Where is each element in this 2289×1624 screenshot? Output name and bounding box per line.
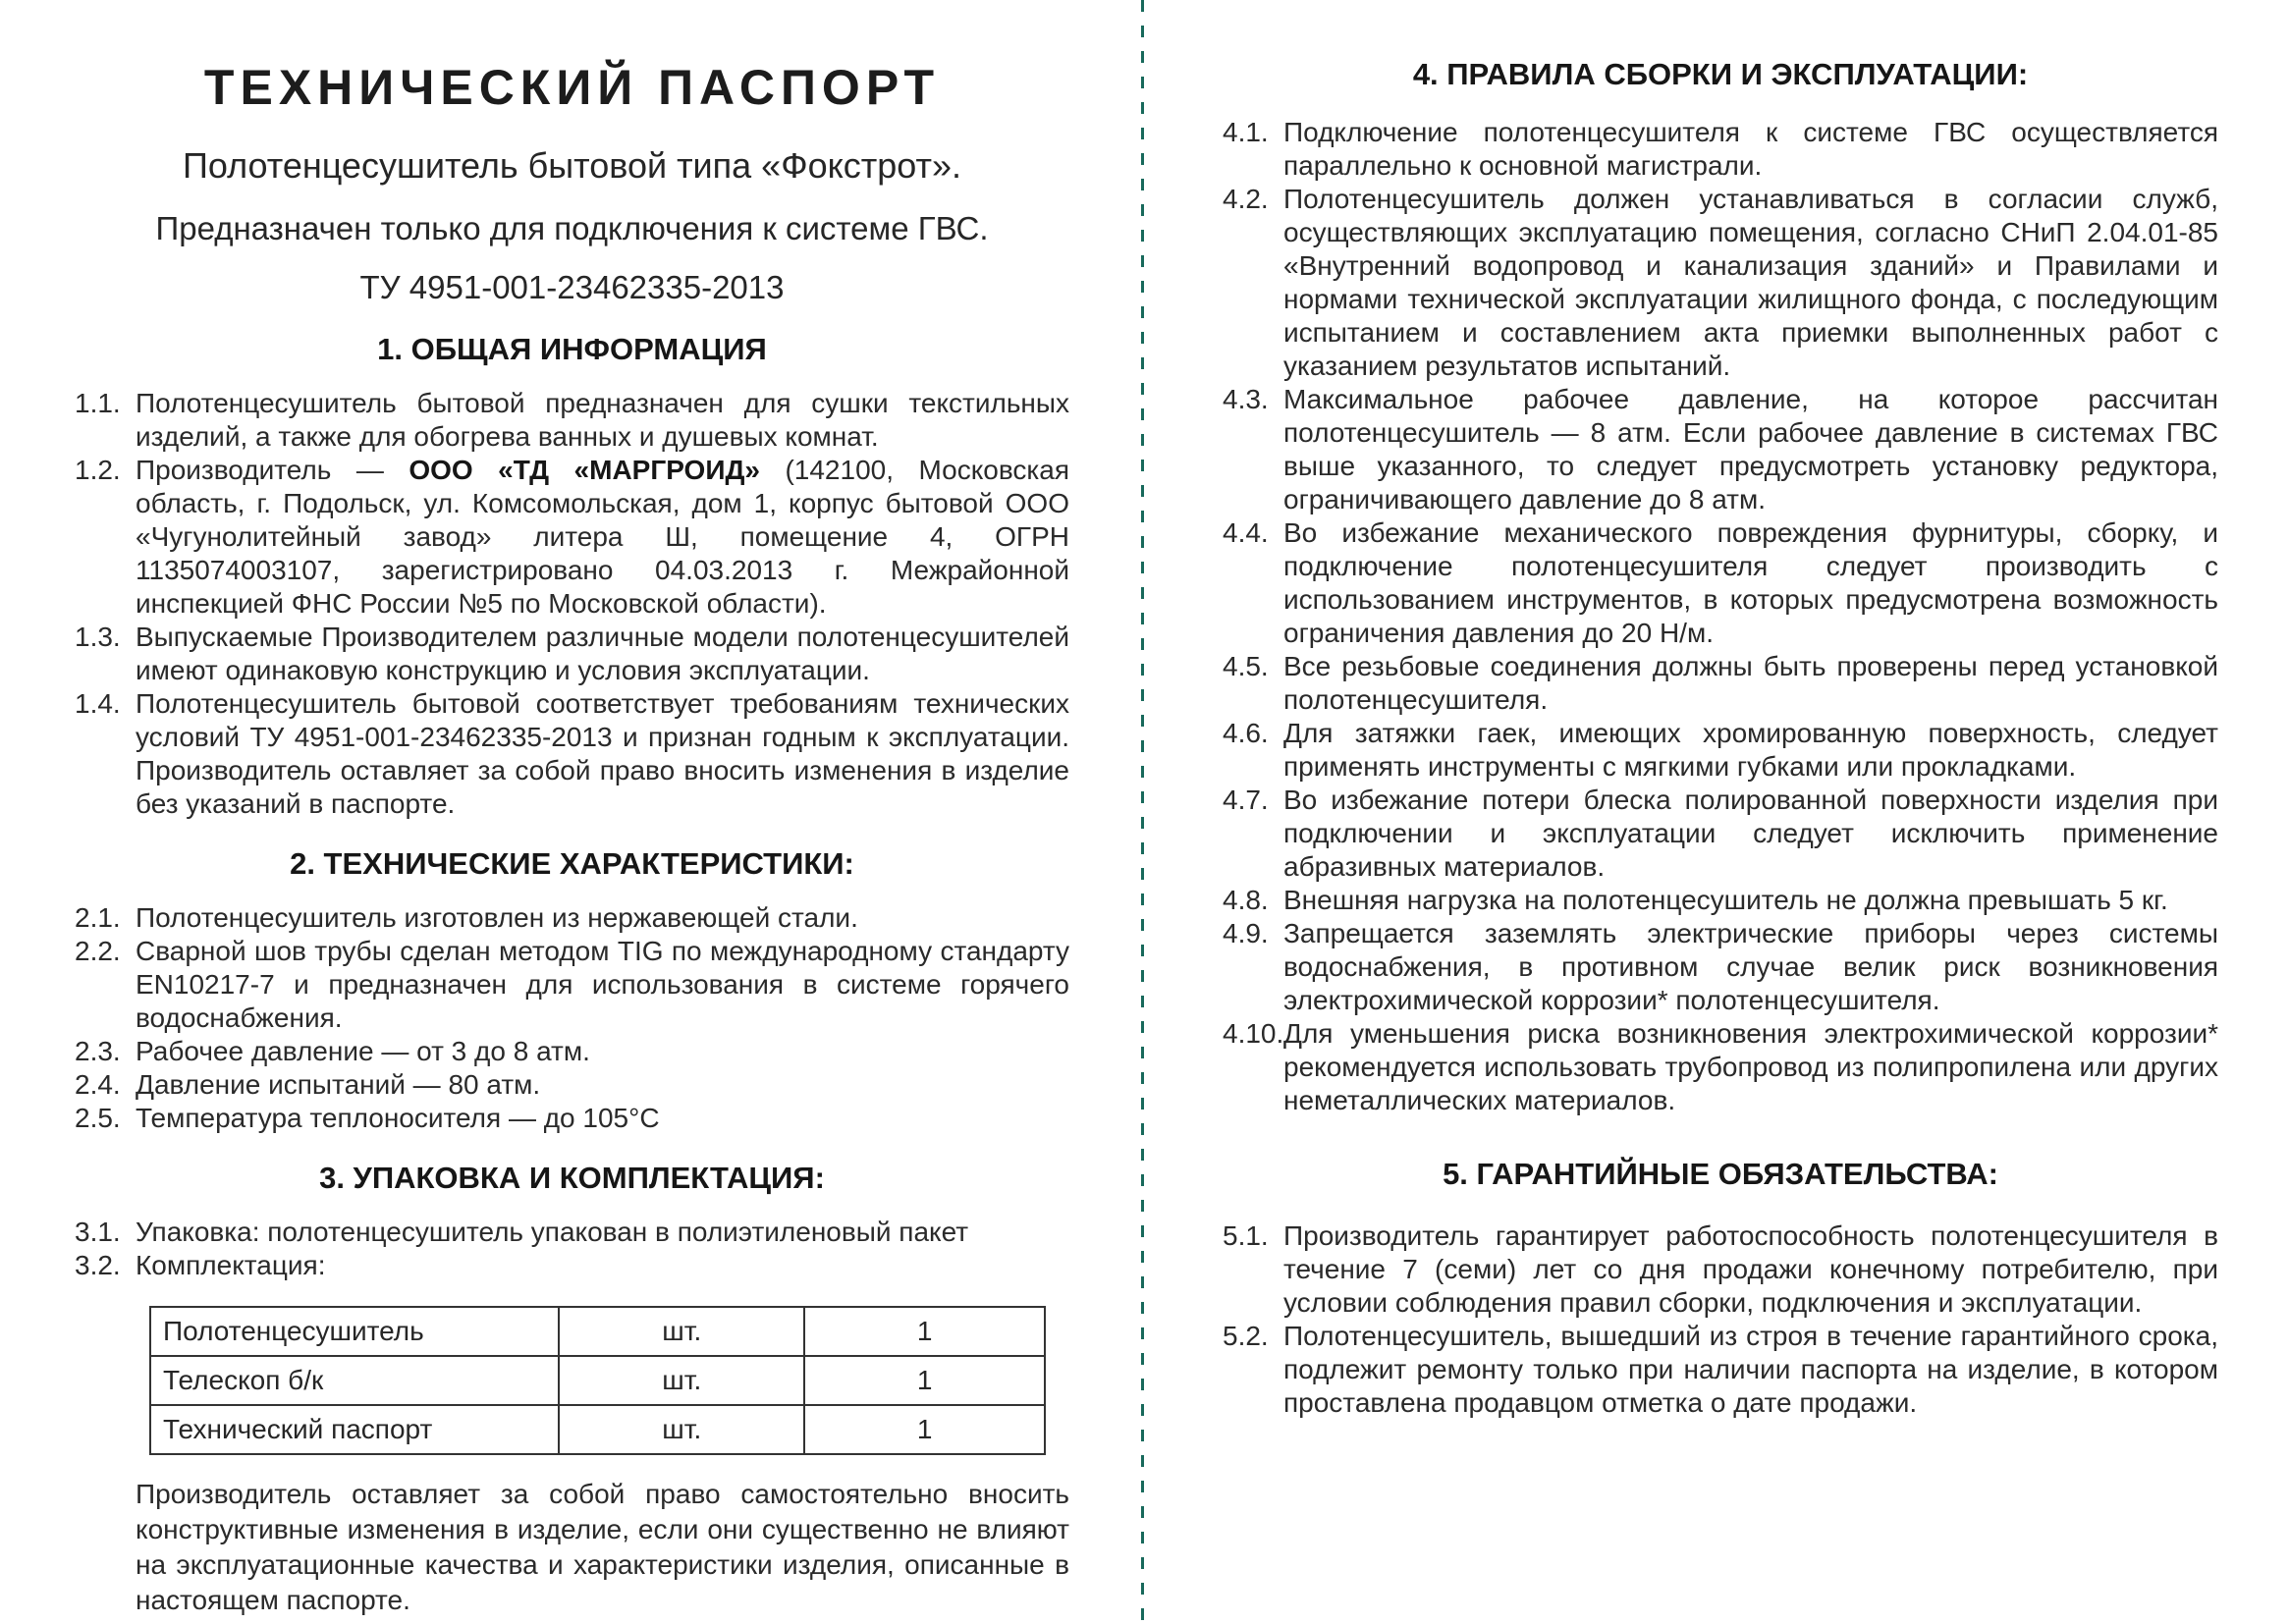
manufacturer-details: (142100, Московская область, г. Подольск, ул. Комсомольская, дом 1, корпус бытовой ООО «Чугунолитейный завод» литера Ш, помещение 4, ОГРН 1135074003107, зарегистрировано 04.03.2013 г. Межрайонной инспекцией ФНС России №5 по Московской области). xyxy=(136,455,1069,619)
list-item-4-6 xyxy=(1223,717,2218,784)
item-number: 1.1. xyxy=(75,388,121,418)
item-text: Во избежание потери блеска полированной поверхности изделия при подключении и эксплуатации следует исключить применение абразивных материалов. xyxy=(1283,785,2218,882)
list-item-1-3 xyxy=(75,621,1069,687)
list-item-5-1 xyxy=(1223,1219,2218,1320)
item-text: Для уменьшения риска возникновения электрохимической коррозии* рекомендуется использовать трубопровод из полипропилена или других неметаллических материалов. xyxy=(1283,1018,2218,1115)
section-4-title: 4. ПРАВИЛА СБОРКИ И ЭКСПЛУАТАЦИИ: xyxy=(1412,57,2029,91)
list-item-2-3 xyxy=(75,1035,1069,1068)
list-item-4-4 xyxy=(1223,516,2218,650)
table-cell-qty: 1 xyxy=(804,1307,1045,1356)
item-text: Давление испытаний — 80 атм. xyxy=(136,1069,541,1100)
item-text: Комплектация: xyxy=(136,1250,326,1280)
item-number: 4.10. xyxy=(1223,1018,1284,1049)
item-text: Производитель гарантирует работоспособность полотенцесушителя в течение 7 (семи) лет со дня продажи конечному потребителю, при условии соблюдения правил сборки, подключения и эксплуатации. xyxy=(1283,1220,2218,1318)
item-text: Полотенцесушитель бытовой соответствует требованиям технических условий ТУ 4951-001-23462335-2013 и признан годным к эксплуатации. Производитель оставляет за собой право вносить изменения в изделие без указаний в паспорте. xyxy=(136,688,1069,819)
item-number: 4.4. xyxy=(1223,517,1269,548)
item-number: 4.7. xyxy=(1223,785,1269,815)
table-cell-item: Телескоп б/к xyxy=(150,1356,559,1405)
item-text: Подключение полотенцесушителя к системе ГВС осуществляется параллельно к основной магистрали. xyxy=(1283,117,2218,181)
table-row xyxy=(150,1356,1045,1405)
item-text: Полотенцесушитель должен устанавливаться в согласии служб, осуществляющих эксплуатацию помещения, согласно СНиП 2.04.01-85 «Внутренний водопровод и канализация зданий» и Правилами и нормами технической эксплуатации жилищного фонда, с последующим испытанием и составлением акта приемки выполненных работ с указанием результатов испытаний. xyxy=(1283,184,2218,381)
item-text: Полотенцесушитель бытовой предназначен для сушки текстильных изделий, а также для обогрева ванных и душевых комнат. xyxy=(136,388,1069,452)
item-number: 3.1. xyxy=(75,1217,121,1247)
list-item-4-3 xyxy=(1223,383,2218,516)
document-subtitle: Полотенцесушитель бытовой типа «Фокстрот». xyxy=(182,145,962,186)
section-2-title: 2. ТЕХНИЧЕСКИЕ ХАРАКТЕРИСТИКИ: xyxy=(290,846,854,881)
table-row xyxy=(150,1405,1045,1454)
table-cell-unit: шт. xyxy=(559,1307,804,1356)
list-item-4-10 xyxy=(1223,1017,2218,1117)
item-text: Рабочее давление — от 3 до 8 атм. xyxy=(136,1036,590,1066)
list-item-2-2 xyxy=(75,935,1069,1035)
section-1-title: 1. ОБЩАЯ ИНФОРМАЦИЯ xyxy=(377,332,767,366)
list-item-2-4 xyxy=(75,1068,1069,1102)
item-number: 3.2. xyxy=(75,1250,121,1280)
item-text: Во избежание механического повреждения фурнитуры, сборку, и подключение полотенцесушителя следует производить с использованием инструментов, в которых предусмотрена возможность ограничения давления до 20 Н/м. xyxy=(1283,517,2218,648)
item-number: 2.1. xyxy=(75,902,121,933)
item-number: 4.6. xyxy=(1223,718,1269,748)
table-cell-unit: шт. xyxy=(559,1356,804,1405)
page-fold-dashed-divider xyxy=(1141,0,1144,1624)
table-cell-item: Полотенцесушитель xyxy=(150,1307,559,1356)
item-number: 5.2. xyxy=(1223,1321,1269,1351)
manufacturer-note: Производитель оставляет за собой право самостоятельно вносить конструктивные изменения в изделие, если они существенно не влияют на эксплуатационные качества и характеристики изделия, описанные в настоящем паспорте. xyxy=(136,1479,1069,1615)
item-number: 4.2. xyxy=(1223,184,1269,214)
table-cell-qty: 1 xyxy=(804,1405,1045,1454)
item-text: Для затяжки гаек, имеющих хромированную поверхность, следует применять инструменты с мягкими губками или прокладками. xyxy=(1283,718,2218,782)
item-number: 4.3. xyxy=(1223,384,1269,414)
item-text: Полотенцесушитель изготовлен из нержавеющей стали. xyxy=(136,902,858,933)
item-number: 4.9. xyxy=(1223,918,1269,948)
document-purpose: Предназначен только для подключения к системе ГВС. xyxy=(155,210,989,246)
list-item-4-5 xyxy=(1223,650,2218,717)
list-item-4-7 xyxy=(1223,784,2218,884)
item-number: 2.2. xyxy=(75,936,121,966)
item-text: Максимальное рабочее давление, на которое рассчитан полотенцесушитель — 8 атм. Если рабочее давление в системах ГВС выше указанного, то следует предусмотреть установку редуктора, ограничивающего давление до 8 атм. xyxy=(1283,384,2218,514)
item-text: Упаковка: полотенцесушитель упакован в полиэтиленовый пакет xyxy=(136,1217,969,1247)
table-cell-qty: 1 xyxy=(804,1356,1045,1405)
item-number: 1.2. xyxy=(75,455,121,485)
document-title: ТЕХНИЧЕСКИЙ ПАСПОРТ xyxy=(203,60,941,115)
table-cell-item: Технический паспорт xyxy=(150,1405,559,1454)
list-item-4-1 xyxy=(1223,116,2218,183)
item-number: 5.1. xyxy=(1223,1220,1269,1251)
item-number: 2.3. xyxy=(75,1036,121,1066)
item-text: Запрещается заземлять электрические приборы через системы водоснабжения, в противном случае велик риск возникновения электрохимической коррозии* полотенцесушителя. xyxy=(1283,918,2218,1015)
section-5-title: 5. ГАРАНТИЙНЫЕ ОБЯЗАТЕЛЬСТВА: xyxy=(1443,1157,1998,1191)
item-number: 4.5. xyxy=(1223,651,1269,681)
item-number: 2.4. xyxy=(75,1069,121,1100)
item-text xyxy=(136,454,1069,621)
list-item-1-2 xyxy=(75,454,1069,621)
list-item-4-9 xyxy=(1223,917,2218,1017)
list-item-3-2 xyxy=(75,1249,1069,1282)
item-text: Выпускаемые Производителем различные модели полотенцесушителей имеют одинаковую конструкцию и условия эксплуатации. xyxy=(136,622,1069,685)
item-number: 1.3. xyxy=(75,622,121,652)
list-item-3-1 xyxy=(75,1216,1069,1249)
item-text: Температура теплоносителя — до 105°С xyxy=(136,1103,660,1133)
item-number: 4.1. xyxy=(1223,117,1269,147)
manufacturer-name: ООО «ТД «МАРГРОИД» xyxy=(409,455,760,485)
item-number: 1.4. xyxy=(75,688,121,719)
table-row xyxy=(150,1307,1045,1356)
item-text: Внешняя нагрузка на полотенцесушитель не должна превышать 5 кг. xyxy=(1283,885,2168,915)
section-3-title: 3. УПАКОВКА И КОМПЛЕКТАЦИЯ: xyxy=(319,1161,825,1195)
kit-table xyxy=(149,1306,1046,1455)
page-left xyxy=(0,0,1142,1624)
list-item-4-8 xyxy=(1223,884,2218,917)
item-text: Полотенцесушитель, вышедший из строя в течение гарантийного срока, подлежит ремонту только при наличии паспорта на изделие, в котором проставлена продавцом отметка о дате продажи. xyxy=(1283,1321,2218,1418)
document-tu-number: ТУ 4951-001-23462335-2013 xyxy=(359,269,785,305)
list-item-4-2 xyxy=(1223,183,2218,383)
list-item-1-4 xyxy=(75,687,1069,821)
list-item-1-1 xyxy=(75,387,1069,454)
page-right xyxy=(1142,0,2289,1624)
list-item-2-5 xyxy=(75,1102,1069,1135)
manufacturer-prefix: Производитель — xyxy=(136,455,409,485)
list-item-5-2 xyxy=(1223,1320,2218,1420)
item-text: Все резьбовые соединения должны быть проверены перед установкой полотенцесушителя. xyxy=(1283,651,2218,715)
item-number: 4.8. xyxy=(1223,885,1269,915)
item-number: 2.5. xyxy=(75,1103,121,1133)
item-text: Сварной шов трубы сделан методом TIG по международному стандарту EN10217-7 и предназначен для использования в системе горячего водоснабжения. xyxy=(136,936,1069,1033)
table-cell-unit: шт. xyxy=(559,1405,804,1454)
list-item-2-1 xyxy=(75,901,1069,935)
